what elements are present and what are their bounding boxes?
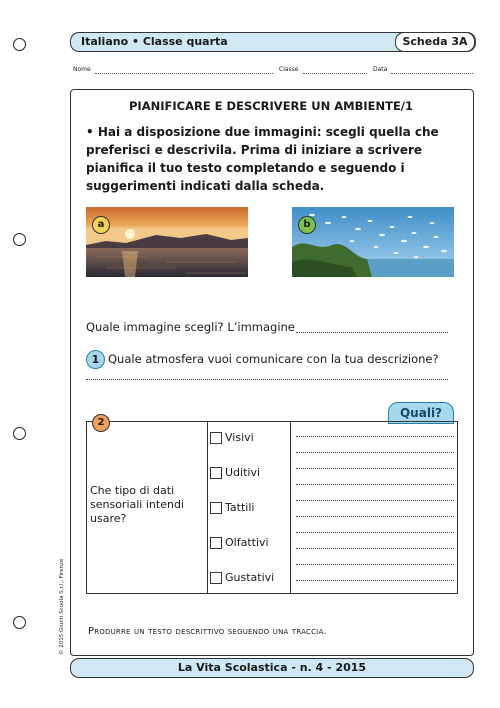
date-field[interactable]	[391, 73, 473, 74]
instructions-text: • Hai a disposizione due immagini: scegli quella che preferisci e descrivila. Prima di iniziare a scrivere pianifica il tuo testo completando e seguendo i suggerimenti indicati dalla scheda.	[86, 125, 439, 193]
note-line[interactable]	[296, 548, 454, 549]
birds-over-sea-photo	[292, 207, 454, 277]
image-choice-question: Quale immagine scegli? L’immagine	[86, 320, 295, 334]
sunset-over-lake-photo	[86, 207, 248, 277]
footer-bar: La Vita Scolastica - n. 4 - 2015	[70, 658, 474, 678]
photo-a-badge: a	[92, 216, 110, 234]
checkbox-uditivi[interactable]	[210, 467, 222, 479]
note-line[interactable]	[296, 516, 454, 517]
class-label: Classe	[279, 66, 299, 73]
option-tattili[interactable]: Tattili	[210, 501, 254, 514]
binder-hole-bottom	[13, 616, 26, 629]
sheet-code: Scheda 3A	[395, 32, 475, 52]
option-gustativi[interactable]: Gustativi	[210, 571, 274, 584]
note-line[interactable]	[296, 532, 454, 533]
note-line[interactable]	[296, 564, 454, 565]
sensory-notes-cell[interactable]	[291, 422, 458, 594]
option-olfattivi[interactable]: Olfattivi	[210, 536, 269, 549]
subject-label: Italiano • Classe quarta	[81, 35, 228, 48]
checkbox-tattili[interactable]	[210, 502, 222, 514]
sensory-prompt: Che tipo di dati sensoriali intendi usare?	[90, 484, 184, 525]
date-label: Data	[373, 66, 388, 73]
photo-b-badge: b	[298, 216, 316, 234]
worksheet-title: PIANIFICARE E DESCRIVERE UN AMBIENTE/1	[128, 99, 414, 113]
question-1-answer-line[interactable]	[86, 379, 448, 380]
note-line[interactable]	[296, 452, 454, 453]
copyright-credit: © 2015 Giunti Scuola S.r.l., Firenze	[59, 558, 65, 655]
question-2-number: 2	[92, 414, 110, 432]
option-visivi[interactable]: Visivi	[210, 431, 254, 444]
note-line[interactable]	[296, 500, 454, 501]
binder-hole-lower	[13, 427, 26, 440]
class-field[interactable]	[303, 73, 367, 74]
checkbox-olfattivi[interactable]	[210, 537, 222, 549]
name-field[interactable]	[95, 73, 273, 74]
note-line[interactable]	[296, 436, 454, 437]
question-1-number: 1	[86, 350, 105, 369]
question-1-text: Quale atmosfera vuoi comunicare con la tua descrizione?	[108, 352, 439, 366]
header-bar	[70, 32, 476, 52]
image-choice-answer-line[interactable]	[296, 332, 448, 333]
name-label: Nome	[73, 66, 91, 73]
binder-hole-upper	[13, 233, 26, 246]
quali-tag: Quali?	[388, 402, 454, 424]
checkbox-visivi[interactable]	[210, 432, 222, 444]
note-line[interactable]	[296, 580, 454, 581]
note-line[interactable]	[296, 484, 454, 485]
option-uditivi[interactable]: Uditivi	[210, 466, 260, 479]
sensory-options-cell	[208, 422, 291, 594]
checkbox-gustativi[interactable]	[210, 572, 222, 584]
note-line[interactable]	[296, 468, 454, 469]
sensory-prompt-cell	[87, 417, 208, 594]
sensory-table	[86, 417, 458, 594]
binder-hole-top	[13, 38, 26, 51]
task-description: Produrre un testo descrittivo seguendo una traccia.	[88, 626, 327, 637]
